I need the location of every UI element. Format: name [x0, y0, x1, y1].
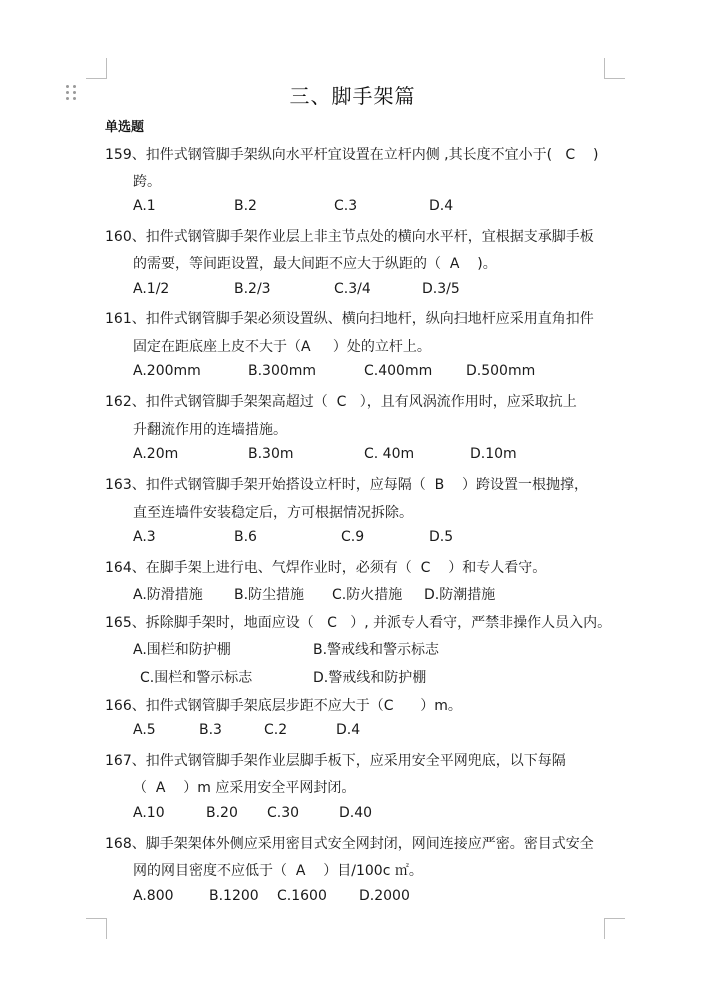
question-167-text-line-1: 167、扣件式钢管脚手架作业层脚手板下，应采用安全平网兜底，以下每隔 [105, 753, 566, 769]
question-165-option-b: B.警戒线和警示标志 [313, 642, 440, 658]
question-167-option-b: B.20 [206, 805, 238, 821]
question-162-option-c: C. 40m [364, 446, 415, 462]
question-166-option-a: A.5 [133, 722, 156, 738]
page-title: 三、脚手架篇 [289, 84, 416, 108]
page-corner-mark-bottom-left [86, 918, 107, 939]
question-166-text-line-1: 166、扣件式钢管脚手架底层步距不应大于（C ）m。 [105, 698, 462, 714]
question-163-option-d: D.5 [429, 529, 454, 545]
question-161-option-c: C.400mm [364, 363, 433, 379]
question-159-text-line-2: 跨。 [133, 174, 161, 190]
question-167-option-d: D.40 [339, 805, 373, 821]
question-165-option-a: A.围栏和防护棚 [133, 642, 231, 658]
question-168-text-line-1: 168、脚手架架体外侧应采用密目式安全网封闭，网间连接应严密。密目式安全 [105, 836, 594, 852]
page-corner-mark-bottom-right [604, 918, 625, 939]
question-166-option-d: D.4 [336, 722, 361, 738]
question-162-option-d: D.10m [470, 446, 517, 462]
question-161-text-line-1: 161、扣件式钢管脚手架必须设置纵、横向扫地杆，纵向扫地杆应采用直角扣件 [105, 311, 594, 327]
question-168-option-d: D.2000 [359, 888, 410, 904]
page-corner-mark-top-right [604, 58, 625, 79]
question-162-text-line-2: 升翻流作用的连墙措施。 [133, 422, 287, 438]
question-159-option-c: C.3 [334, 198, 358, 214]
page-corner-mark-top-left [86, 58, 107, 79]
question-159-text-line-1: 159、扣件式钢管脚手架纵向水平杆宜设置在立杆内侧 ,其长度不宜小于( C ) [105, 147, 599, 163]
question-162-option-b: B.30m [248, 446, 294, 462]
question-168-text-line-2: 网的网目密度不应低于（ A ）目/100c ㎡。 [133, 863, 423, 879]
question-161-option-d: D.500mm [466, 363, 536, 379]
question-160-option-d: D.3/5 [422, 281, 460, 297]
question-166-option-c: C.2 [264, 722, 288, 738]
question-164-option-d: D.防潮措施 [424, 587, 496, 603]
question-161-option-b: B.300mm [248, 363, 317, 379]
question-165-text-line-1: 165、拆除脚手架时，地面应设（ C ）, 并派专人看守，严禁非操作人员入内。 [105, 615, 612, 631]
question-160-text-line-1: 160、扣件式钢管脚手架作业层上非主节点处的横向水平杆，宜根据支承脚手板 [105, 229, 594, 245]
question-167-option-a: A.10 [133, 805, 165, 821]
question-163-text-line-2: 直至连墙件安装稳定后，方可根据情况拆除。 [133, 505, 413, 521]
question-160-option-c: C.3/4 [334, 281, 371, 297]
question-168-option-c: C.1600 [277, 888, 327, 904]
question-159-option-a: A.1 [133, 198, 156, 214]
section-heading: 单选题 [105, 120, 145, 135]
question-164-option-c: C.防火措施 [332, 587, 403, 603]
question-161-option-a: A.200mm [133, 363, 201, 379]
question-159-option-d: D.4 [429, 198, 454, 214]
question-167-option-c: C.30 [267, 805, 300, 821]
question-160-text-line-2: 的需要，等间距设置，最大间距不应大于纵距的（ A )。 [133, 256, 497, 272]
question-168-option-a: A.800 [133, 888, 174, 904]
question-162-text-line-1: 162、扣件式钢管脚手架架高超过（ C ），且有风涡流作用时，应采取抗上 [105, 394, 577, 410]
question-163-option-c: C.9 [341, 529, 365, 545]
question-164-text-line-1: 164、在脚手架上进行电、气焊作业时，必须有（ C ）和专人看守。 [105, 560, 547, 576]
question-159-option-b: B.2 [234, 198, 257, 214]
question-163-text-line-1: 163、扣件式钢管脚手架开始搭设立杆时，应每隔（ B ）跨设置一根抛撑， [105, 477, 589, 493]
question-160-option-b: B.2/3 [234, 281, 271, 297]
question-163-option-a: A.3 [133, 529, 156, 545]
question-166-option-b: B.3 [199, 722, 222, 738]
question-165-option-d: D.警戒线和防护棚 [313, 670, 427, 686]
question-163-option-b: B.6 [234, 529, 257, 545]
question-167-text-line-2: （ A ）m 应采用安全平网封闭。 [133, 780, 356, 796]
question-160-option-a: A.1/2 [133, 281, 170, 297]
question-165-option-c: C.围栏和警示标志 [140, 670, 253, 686]
question-162-option-a: A.20m [133, 446, 179, 462]
question-161-text-line-2: 固定在距底座上皮不大于（A ）处的立杆上。 [133, 339, 431, 355]
question-164-option-b: B.防尘措施 [234, 587, 305, 603]
question-168-option-b: B.1200 [209, 888, 259, 904]
question-164-option-a: A.防滑措施 [133, 587, 203, 603]
